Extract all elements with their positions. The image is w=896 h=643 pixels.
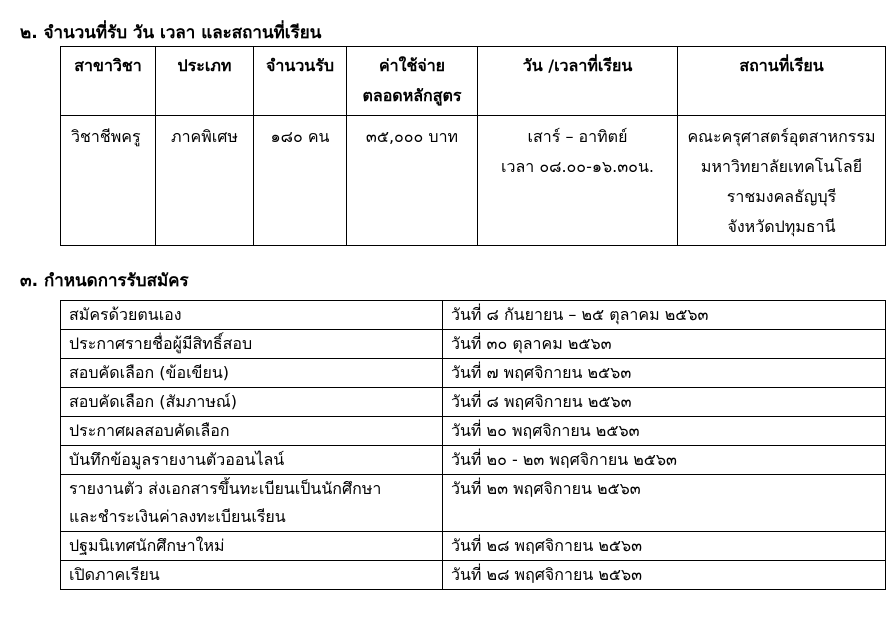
table-row <box>61 330 886 359</box>
cell-capacity: ๑๘๐ คน <box>254 116 347 246</box>
event-name: สมัครด้วยตนเอง <box>61 301 443 330</box>
event-date: วันที่ ๗ พฤศจิกายน ๒๕๖๓ <box>443 359 886 388</box>
cell-major: วิชาชีพครู <box>61 116 156 246</box>
header-major: สาขาวิชา <box>61 47 156 116</box>
event-date: วันที่ ๒๓ พฤศจิกายน ๒๕๖๓ <box>443 475 886 532</box>
table-row <box>61 388 886 417</box>
event-date: วันที่ ๓๐ ตุลาคม ๒๕๖๓ <box>443 330 886 359</box>
place-line: มหาวิทยาลัยเทคโนโลยี <box>700 157 863 176</box>
header-cost-line2: ตลอดหลักสูตร <box>362 86 462 105</box>
schedule-time: เวลา ๐๘.๐๐-๑๖.๓๐น. <box>501 157 654 176</box>
event-name: ประกาศรายชื่อผู้มีสิทธิ์สอบ <box>61 330 443 359</box>
header-cost-line1: ค่าใช้จ่าย <box>378 56 446 75</box>
table-row <box>61 359 886 388</box>
place-line: จังหวัดปทุมธานี <box>727 217 836 236</box>
event-name-line2: และชำระเงินค่าลงทะเบียนเรียน <box>69 507 286 526</box>
event-name: สอบคัดเลือก (สัมภาษณ์) <box>61 388 443 417</box>
header-cost <box>347 47 478 116</box>
event-name: ปฐมนิเทศนักศึกษาใหม่ <box>61 532 443 561</box>
event-name: สอบคัดเลือก (ข้อเขียน) <box>61 359 443 388</box>
cell-schedule <box>478 116 678 246</box>
cell-place <box>678 116 886 246</box>
program-table <box>60 46 886 246</box>
table-row <box>61 301 886 330</box>
section-2-heading: ๒. จำนวนที่รับ วัน เวลา และสถานที่เรียน <box>20 23 322 43</box>
cell-cost: ๓๕,๐๐๐ บาท <box>347 116 478 246</box>
table-row <box>61 561 886 590</box>
cell-type: ภาคพิเศษ <box>156 116 254 246</box>
place-line: ราชมงคลธัญบุรี <box>726 187 837 206</box>
table-row <box>61 532 886 561</box>
header-type: ประเภท <box>156 47 254 116</box>
schedule-days: เสาร์ – อาทิตย์ <box>527 127 628 146</box>
event-name: บันทึกข้อมูลรายงานตัวออนไลน์ <box>61 446 443 475</box>
event-date: วันที่ ๒๐ พฤศจิกายน ๒๕๖๓ <box>443 417 886 446</box>
section-3-heading: ๓. กำหนดการรับสมัคร <box>20 271 189 291</box>
event-date: วันที่ ๒๐ - ๒๓ พฤศจิกายน ๒๕๖๓ <box>443 446 886 475</box>
event-date: วันที่ ๘ กันยายน – ๒๕ ตุลาคม ๒๕๖๓ <box>443 301 886 330</box>
table-row <box>61 475 886 532</box>
event-name-line1: รายงานตัว ส่งเอกสารขึ้นทะเบียนเป็นนักศึกษา <box>69 479 382 498</box>
event-name: เปิดภาคเรียน <box>61 561 443 590</box>
table-row <box>61 116 886 246</box>
event-name: ประกาศผลสอบคัดเลือก <box>61 417 443 446</box>
table-row <box>61 417 886 446</box>
header-capacity: จำนวนรับ <box>254 47 347 116</box>
event-name <box>61 475 443 532</box>
event-date: วันที่ ๘ พฤศจิกายน ๒๕๖๓ <box>443 388 886 417</box>
table-header-row <box>61 47 886 116</box>
header-place: สถานที่เรียน <box>678 47 886 116</box>
place-line: คณะครุศาสตร์อุตสาหกรรม <box>687 127 876 146</box>
event-date: วันที่ ๒๘ พฤศจิกายน ๒๕๖๓ <box>443 532 886 561</box>
schedule-table <box>60 300 886 590</box>
header-schedule: วัน /เวลาที่เรียน <box>478 47 678 116</box>
event-date: วันที่ ๒๘ พฤศจิกายน ๒๕๖๓ <box>443 561 886 590</box>
table-row <box>61 446 886 475</box>
